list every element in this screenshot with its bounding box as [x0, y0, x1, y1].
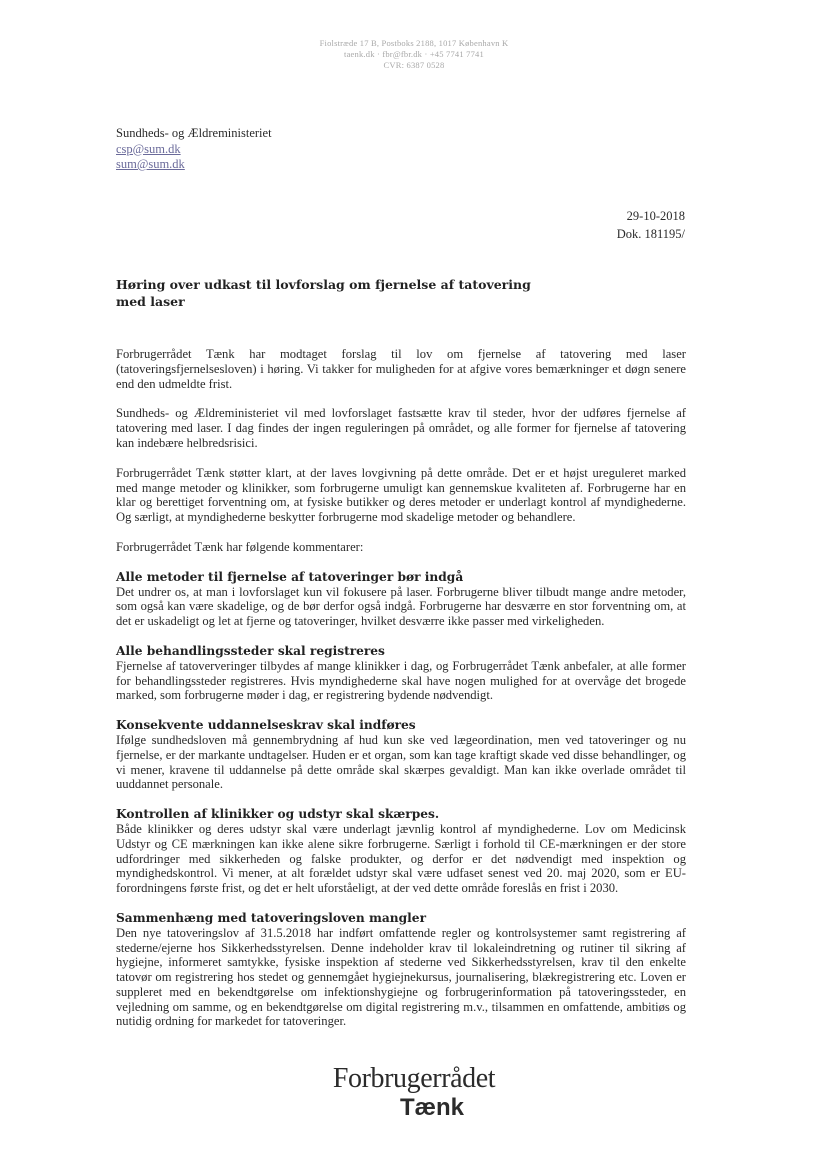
comment-section	[116, 570, 686, 629]
recipient-email-link-2[interactable]: sum@sum.dk	[116, 157, 185, 171]
document-number: Dok. 181195/	[616, 227, 685, 241]
section-heading: Alle behandlingssteder skal registreres	[116, 643, 385, 658]
recipient-block	[116, 126, 272, 173]
date-block	[617, 207, 685, 243]
forbrugerraadet-taenk-logo	[0, 1064, 828, 1122]
letterhead-address: Fiolstræde 17 B, Postboks 2188, 1017 København K	[319, 38, 509, 48]
comment-section	[116, 718, 686, 792]
logo-wordmark-top: Forbrugerrådet	[332, 1063, 496, 1094]
letterhead	[0, 38, 828, 71]
logo-wordmark-bottom: Tænk	[399, 1094, 464, 1121]
ministry-paragraph: Sundheds- og Ældreministeriet vil med lovforslaget fastsætte krav til steder, hvor der udføres fjernelse af tatovering med laser. I dag findes der ingen reguleringen på området, og alle former for fjernelse af tatovering kan indebære helbredsrisici.	[116, 406, 686, 450]
letterhead-contact: taenk.dk · fbr@fbr.dk · +45 7741 7741	[344, 49, 484, 59]
section-text: Ifølge sundhedsloven må gennembrydning af hud kun ske ved lægeordination, men ved tatoveringer og nu fjernelse, er der markante undtagelser. Huden er et organ, som kan tage kraftigt skade ved disse behandlinger, og vi mener, kravene til uddannelse på dette område skal skærpes gevaldigt. Man kan ikke overlade området til uuddannet personale.	[116, 732, 686, 792]
section-text: Både klinikker og deres udstyr skal være underlagt jævnlig kontrol af myndighederne. Lov om Medicinsk Udstyr og CE mærkningen kan ikke alene sikre forbrugerne. Særligt i forhold til CE-mærkningen er der store udfordringer med sikkerheden og falske produkter, og derfor er det nødvendigt med inspektion og myndighedskontrol. Vi mener, at alt forældet udstyr skal være udfaset senest ved 20. maj 2020, som er EU-forordningens første frist, og det er helt uforståeligt, at der ved dette område foreslås en frist i 2030.	[116, 821, 686, 896]
section-text: Fjernelse af tatoververinger tilbydes af mange klinikker i dag, og Forbrugerrådet Tænk anbefaler, at alle former for behandlingssteder registreres. Hvis myndighederne skal have nogen mulighed for at overvåge det brogede marked, som forbrugerne møder i dag, er registrering bydende nødvendigt.	[116, 658, 686, 703]
comment-section	[116, 807, 686, 896]
support-paragraph: Forbrugerrådet Tænk støtter klart, at der laves lovgivning på dette område. Det er et højst ureguleret marked med mange metoder og klinikker, som forbrugerne umuligt kan gennemskue kvaliteten af. Forbrugerne har en klar og berettiget forventning om, at fysiske butikker og deres metoder er underlagt kontrol af myndighederne. Og særligt, at myndighederne beskytter forbrugerne mod skadelige metoder og behandlere.	[116, 465, 686, 525]
recipient-email-link-1[interactable]: csp@sum.dk	[116, 141, 181, 156]
recipient-name: Sundheds- og Ældreministeriet	[116, 126, 272, 140]
letterhead-cvr: CVR: 6387 0528	[383, 60, 445, 70]
comment-section	[116, 644, 686, 703]
letter-subject: Høring over udkast til lovforslag om fjernelse af tatovering med laser	[116, 277, 531, 309]
intro-paragraph: Forbrugerrådet Tænk har modtaget forslag til lov om fjernelse af tatovering med laser (tatoveringsfjernelsesloven) i høring. Vi takker for muligheden for at afgive vores bemærkninger et døgn senere end den udmeldte frist.	[116, 347, 686, 391]
section-heading: Kontrollen af klinikker og udstyr skal skærpes.	[116, 807, 440, 822]
section-text: Den nye tatoveringslov af 31.5.2018 har indført omfattende regler og kontrolsystemer samt registrering af stederne/ejerne hos Sikkerhedsstyrelsen. Denne indeholder krav til lokaleindretning og rutiner til sikring af hygiejne, informeret samtykke, fysiske inspektion af stederne ved Sikkerhedsstyrelsen, krav til den enkelte tatovør om registrering hos stedet og gennemgået hygiejnekursus, journalisering, blækregistrering etc. Loven er suppleret med en bekendtgørelse om infektionshygiejne og forbrugerinformation på tatoveringssteder, en vejledning om samme, og en bekendtgørelse om digital registrering m.v., tilsammen en omfattende, ambitiøs og nutidig ordning for markedet for tatoveringer.	[116, 925, 686, 1029]
section-heading: Konsekvente uddannelseskrav skal indføres	[116, 718, 416, 733]
section-text: Det undrer os, at man i lovforslaget kun vil fokusere på laser. Forbrugerne bliver tilbudt mange andre metoder, som også kan være skadelige, og de bør derfor også indgå. Forbrugerne har desværre en stor forventning om, at det er uskadeligt og let at fjerne og tatoveringer, hvilket desværre ikke passer med virkeligheden.	[116, 584, 686, 629]
comments-intro: Forbrugerrådet Tænk har følgende kommentarer:	[116, 539, 364, 554]
letter-body	[116, 347, 686, 1044]
section-heading: Alle metoder til fjernelse af tatoveringer bør indgå	[116, 569, 464, 584]
section-heading: Sammenhæng med tatoveringsloven mangler	[116, 910, 426, 925]
comment-section	[116, 911, 686, 1029]
letter-date: 29-10-2018	[626, 209, 685, 223]
